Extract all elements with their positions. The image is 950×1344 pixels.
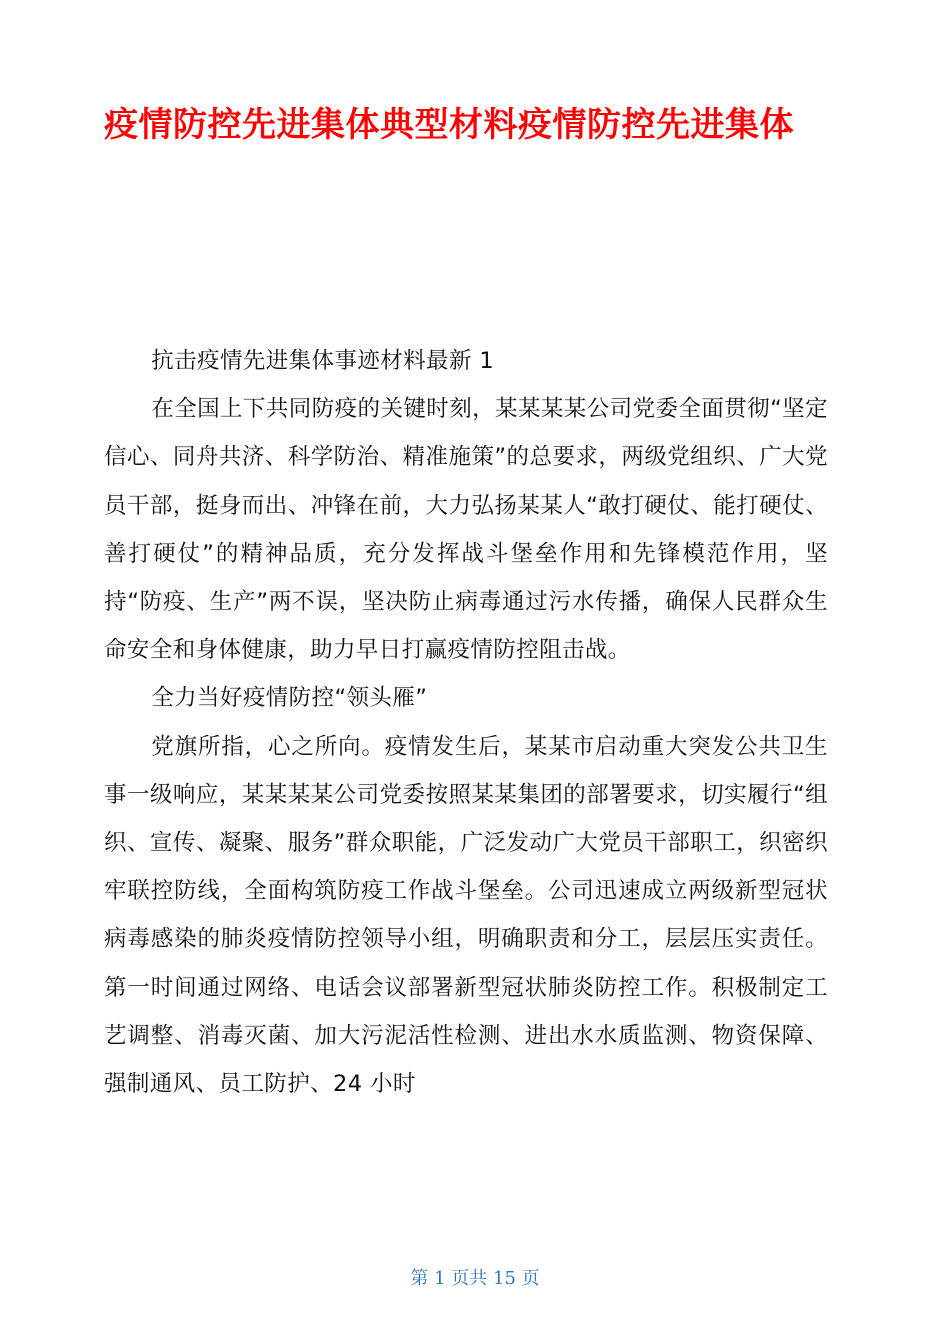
page-footer: 第 1 页共 15 页 [410, 1268, 540, 1289]
paragraph-2: 党旗所指，心之所向。疫情发生后，某某市启动重大突发公共卫生事一级响应，某某某某公司党委按照某某集团的部署要求，切实履行“组织、宣传、凝聚、服务”群众职能，广泛发动广大党员干部职工，织密织牢联控防线，全面构筑防疫工作战斗堡垒。公司迅速成立两级新型冠状病毒感染的肺炎疫情防控领导小组，明确职责和分工，层层压实责任。第一时间通过网络、电话会议部署新型冠状肺炎防控工作。积极制定工艺调整、消毒灭菌、加大污泥活性检测、进出水水质监测、物资保障、强制通风、员工防护、24 小时 [104, 733, 828, 1098]
document-title: 疫情防控先进集体典型材料疫情防控先进集体 [104, 105, 794, 145]
document-body [104, 337, 828, 1108]
subheading-1: 抗击疫情先进集体事迹材料最新 1 [151, 348, 495, 374]
subheading-2: 全力当好疫情防控“领头雁” [151, 685, 428, 712]
paragraph-1: 在全国上下共同防疫的关键时刻，某某某某公司党委全面贯彻“坚定信心、同舟共济、科学防治、精准施策”的总要求，两级党组织、广大党员干部，挺身而出、冲锋在前，大力弘扬某某人“敢打硬仗、能打硬仗、善打硬仗”的精神品质，充分发挥战斗堡垒作用和先锋模范作用，坚持“防疫、生产”两不误，坚决防止病毒通过污水传播，确保人民群众生命安全和身体健康，助力早日打赢疫情防控阻击战。 [104, 396, 828, 664]
